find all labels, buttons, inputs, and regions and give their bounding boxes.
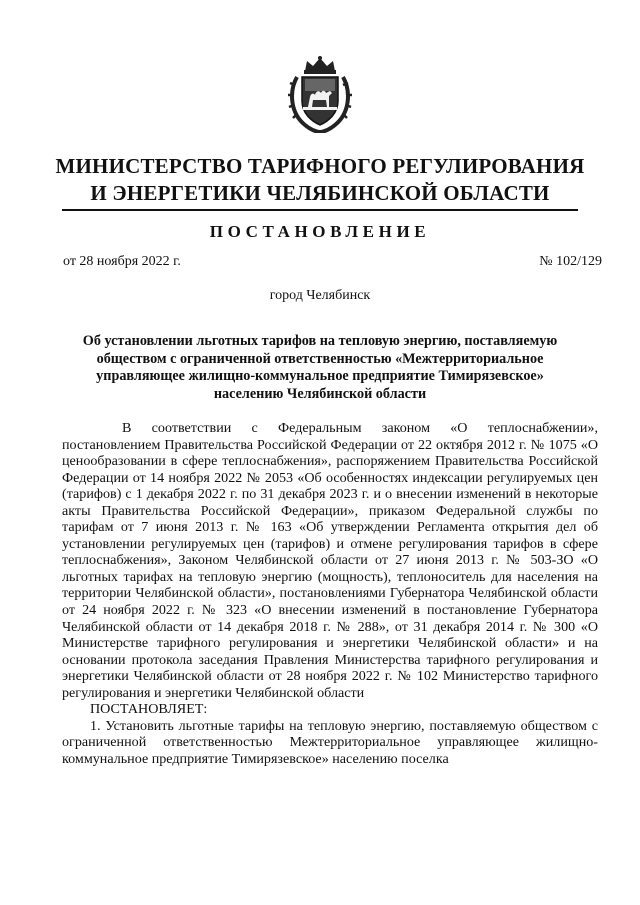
document-number: № 102/129 — [539, 254, 602, 269]
coat-of-arms-icon — [287, 55, 353, 133]
document-title: Об установлении льготных тарифов на тепловую энергию, поставляемую обществом с ограниченной ответственностью «Межтерриториальное управляющее жилищно-коммунальное предприятие Тимирязевское» населению Челябинской области — [82, 333, 558, 402]
ministry-name — [40, 153, 600, 207]
document-body — [62, 420, 598, 767]
ministry-name-line1: МИНИСТЕРСТВО ТАРИФНОГО РЕГУЛИРОВАНИЯ — [55, 154, 585, 178]
item-1-paragraph: 1. Установить льготные тарифы на тепловую энергию, поставляемую обществом с ограниченной ответственностью Межтерриториальное управляющее жилищно-коммунальное предприятие Тимирязевское» населению поселка — [62, 717, 598, 767]
ministry-name-line2: И ЭНЕРГЕТИКИ ЧЕЛЯБИНСКОЙ ОБЛАСТИ — [90, 181, 550, 205]
document-city: город Челябинск — [269, 288, 371, 303]
preamble-paragraph: В соответствии с Федеральным законом «О теплоснабжении», постановлением Правительства Российской Федерации от 22 октября 2012 г. № 1075 «О ценообразовании в сфере теплоснабжения», распоряжением Правительства Российской Федерации от 14 ноября 2022 № 2053 «Об особенностях индексации регулируемых цен (тарифов) с 1 декабря 2022 г. по 31 декабря 2023 г. и о внесении изменений в некоторые акты Правительства Российской Федерации», приказом Федеральной службы по тарифам от 7 июня 2013 г. № 163 «Об утверждении Регламента открытия дел об установлении регулируемых цен (тарифов) и отмене регулирования тарифов в сфере теплоснабжения», Законом Челябинской области от 27 июня 2013 г. № 503-ЗО «О льготных тарифах на тепловую энергию (мощность), теплоноситель для населения на территории Челябинской области», постановлениями Губернатора Челябинской области от 24 ноября 2022 г. № 323 «О внесении изменений в постановление Губернатора Челябинской области от 14 декабря 2018 г. № 288», от 31 декабря 2014 г. № 300 «О Министерстве тарифного регулирования и энергетики Челябинской области» и на основании протокола заседания Правления Министерства тарифного регулирования и энергетики Челябинской области от 28 ноября 2022 г. № 102 Министерство тарифного регулирования и энергетики Челябинской области — [62, 420, 598, 701]
header-divider — [62, 209, 578, 211]
document-type: ПОСТАНОВЛЕНИЕ — [209, 222, 431, 241]
resolves-heading: ПОСТАНОВЛЯЕТ: — [90, 701, 208, 718]
document-date: от 28 ноября 2022 г. — [63, 254, 181, 269]
